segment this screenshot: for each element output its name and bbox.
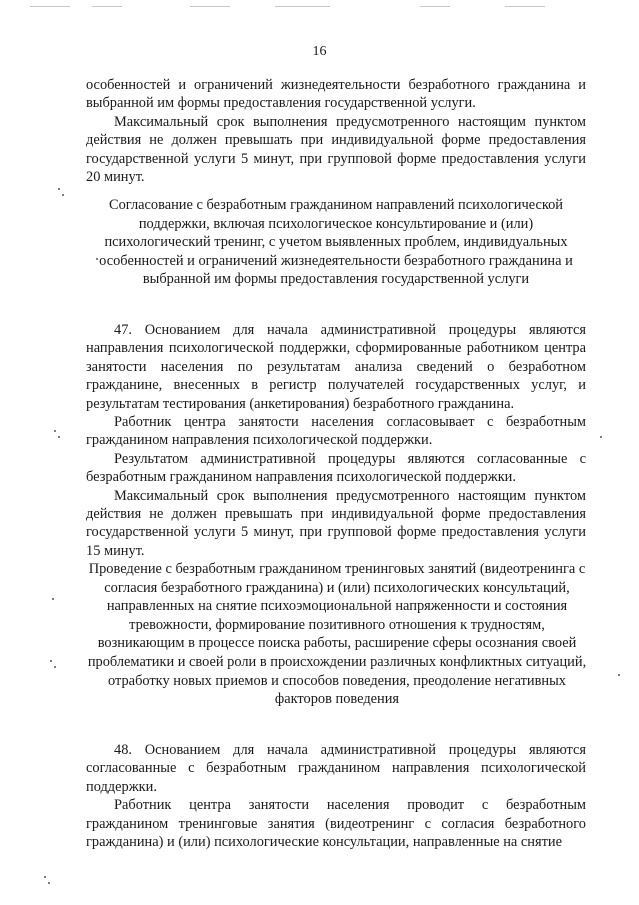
- speck: [44, 876, 46, 878]
- paragraph: Работник центра занятости населения проводит с безработным гражданином тренинговые занятия (видеотренинг с согласия безработного гражданина) и (или) психологические консультации, направленные на снятие: [86, 797, 586, 851]
- speck: [54, 430, 56, 432]
- paragraph: особенностей и ограничений жизнедеятельности безработного гражданина и выбранной им формы предоставления государственной услуги.: [86, 77, 586, 112]
- paragraph: Результатом административной процедуры являются согласованные с безработным гражданином направления психологической поддержки.: [86, 450, 586, 486]
- scan-artifact: [420, 6, 450, 7]
- speck: [62, 194, 64, 196]
- scan-artifact: [30, 6, 70, 7]
- paragraph: Работник центра занятости населения согласовывает с безработным гражданином направления психологической поддержки.: [86, 414, 586, 449]
- paragraph: Максимальный срок выполнения предусмотренного настоящим пунктом действия не должен превышать при индивидуальной форме предоставления государственной услуги 5 минут, при групповой форме предоставления услуги 20 минут.: [86, 113, 586, 186]
- speck: [48, 882, 50, 884]
- page-number: 16: [312, 44, 327, 59]
- heading-text: Проведение с безработным гражданином тренинговых занятий (видеотренинга с согласия безработного гражданина) и (или) психологических консультаций, направленных на снятие психоэмоциональной напряженности и состояния тревожности, формирование позитивного отношения к трудностям, возникающим в процессе поиска работы, расширение сферы осознания своей проблематики и своей роли в происхождении различных конфликтных ситуаций, отработку новых приемов и способов поведения, преодоление негативных факторов поведения: [87, 561, 587, 708]
- scan-artifact: [190, 6, 230, 7]
- paragraph: Максимальный срок выполнения предусмотренного настоящим пунктом действия не должен превышать при индивидуальной форме предоставления государственной услуги 5 минут, при групповой форме предоставления услуги 15 минут.: [86, 487, 586, 559]
- heading-text: Согласование с безработным гражданином направлений психологической поддержки, включая психологическое консультирование и (или) психологический тренинг, с учетом выявленных проблем, индивидуальных особенностей и ограничений жизнедеятельности безработного гражданина и выбранной им формы предоставления государственной услуги: [99, 197, 573, 288]
- paragraph: 47. Основанием для начала административной процедуры являются направления психологической поддержки, сформированные работником центра занятости населения по результатам анализа сведений о безработном гражданине, внесенных в регистр получателей государственных услуг, и результатам тестирования (анкетирования) безработного гражданина.: [86, 322, 586, 412]
- scan-artifact: [275, 6, 330, 7]
- section-heading-2: [86, 560, 588, 709]
- speck: [50, 660, 52, 662]
- speck: [58, 188, 60, 190]
- scan-artifact: [92, 6, 122, 7]
- speck: [96, 258, 98, 260]
- speck: [618, 674, 620, 676]
- scan-artifact: [505, 6, 545, 7]
- speck: [58, 436, 60, 438]
- section-heading-1: [84, 196, 588, 289]
- top-text-block: [86, 76, 586, 186]
- section-47: [86, 321, 586, 560]
- section-48: [86, 741, 586, 851]
- speck: [52, 598, 54, 600]
- paragraph: 48. Основанием для начала административной процедуры являются согласованные с безработным гражданином направления психологической поддержки.: [86, 742, 586, 795]
- speck: [600, 436, 602, 438]
- speck: [54, 666, 56, 668]
